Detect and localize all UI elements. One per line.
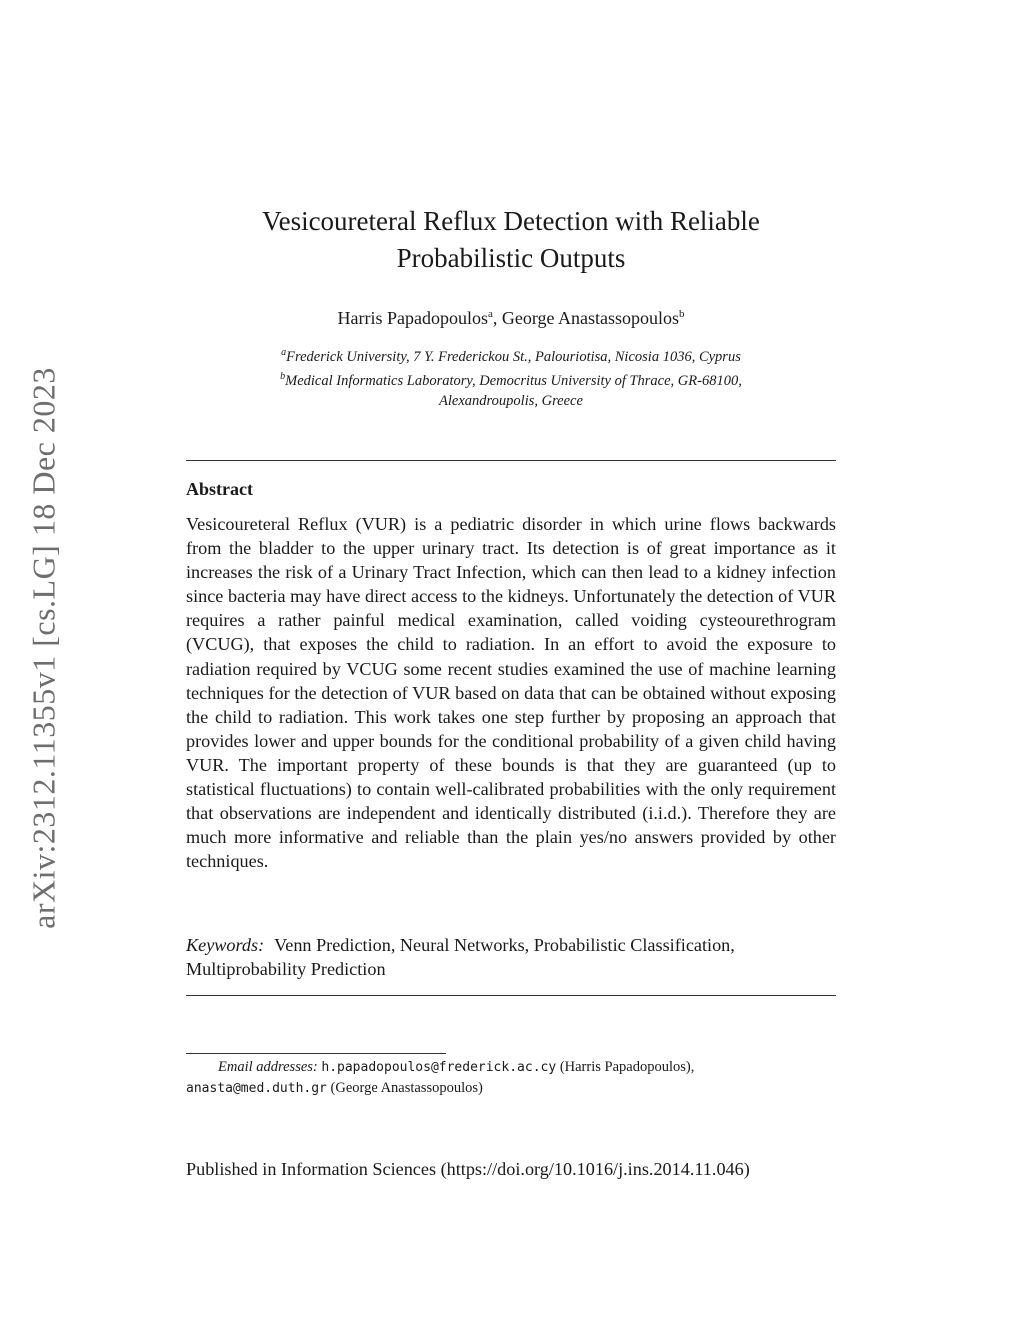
footnote-label: Email addresses: bbox=[218, 1059, 318, 1075]
keywords-text: Venn Prediction, Neural Networks, Probabilistic Classification, Multiprobability Prediction bbox=[186, 935, 735, 980]
keywords-label: Keywords: bbox=[186, 935, 265, 955]
abstract-heading: Abstract bbox=[186, 479, 253, 499]
abstract-body: Vesicoureteral Reflux (VUR) is a pediatric disorder in which urine flows backwards from the bladder to the upper urinary tract. Its detection is of great importance as it increases the risk of a Urinary Tract Infection, which can then lead to a kidney infection since bacteria may have direct access to the kidneys. Unfortunately the detection of VUR requires a rather painful medical examination, called voiding cysteourethrogram (VCUG), that exposes the child to radiation. In an effort to avoid the exposure to radiation required by VCUG some recent studies examined the use of machine learning techniques for the detection of VUR based on data that can be obtained without exposing the child to radiation. This work takes one step further by proposing an approach that provides lower and upper bounds for the conditional probability of a given child having VUR. The important property of these bounds is that they are guaranteed (up to statistical fluctuations) to contain well-calibrated probabilities with the only requirement that observations are independent and identically distributed (i.i.d.). Therefore they are much more informative and reliable than the plain yes/no answers provided by other techniques. bbox=[186, 514, 836, 872]
footnote-rule bbox=[186, 1053, 446, 1054]
affiliation-text: Medical Informatics Laboratory, Democritus University of Thrace, GR-68100, bbox=[285, 373, 742, 389]
affiliation-text: Alexandroupolis, Greece bbox=[439, 393, 583, 409]
email-footnote bbox=[186, 1057, 836, 1099]
author-name: George Anastassopoulos bbox=[501, 308, 680, 328]
email-owner-1: (Harris Papadopoulos), bbox=[559, 1059, 695, 1075]
paper-title bbox=[186, 203, 836, 277]
affiliation-line bbox=[186, 391, 836, 411]
email-link-2[interactable]: anasta@med.duth.gr bbox=[186, 1081, 327, 1096]
footnote-line-2 bbox=[186, 1078, 836, 1099]
title-line-1: Vesicoureteral Reflux Detection with Reliable bbox=[262, 206, 760, 236]
author-affiliation-mark: b bbox=[679, 308, 685, 320]
email-owner-2: (George Anastassopoulos) bbox=[330, 1080, 483, 1096]
affiliation-mark: a bbox=[281, 347, 287, 358]
title-line-2: Probabilistic Outputs bbox=[396, 243, 626, 273]
author-list bbox=[186, 303, 836, 329]
abstract-bottom-rule bbox=[186, 995, 836, 996]
email-link-1[interactable]: h.papadopoulos@frederick.ac.cy bbox=[321, 1060, 557, 1075]
author-name: Harris Papadopoulos bbox=[337, 308, 488, 328]
keywords bbox=[186, 933, 836, 981]
abstract-top-rule bbox=[186, 460, 836, 461]
affiliation-text: Frederick University, 7 Y. Frederickou St., Palouriotisa, Nicosia 1036, Cyprus bbox=[286, 349, 741, 365]
author-separator: , bbox=[492, 308, 502, 328]
affiliation-mark: b bbox=[280, 371, 286, 382]
affiliation-line bbox=[186, 367, 836, 391]
arxiv-identifier: arXiv:2312.11355v1 [cs.LG] 18 Dec 2023 bbox=[25, 367, 62, 929]
affiliation-list bbox=[186, 343, 836, 411]
publication-note: Published in Information Sciences (https://doi.org/10.1016/j.ins.2014.11.046) bbox=[186, 1159, 750, 1179]
author-affiliation-mark: a bbox=[487, 308, 493, 320]
affiliation-line bbox=[186, 343, 836, 367]
footnote-line-1 bbox=[186, 1057, 836, 1078]
